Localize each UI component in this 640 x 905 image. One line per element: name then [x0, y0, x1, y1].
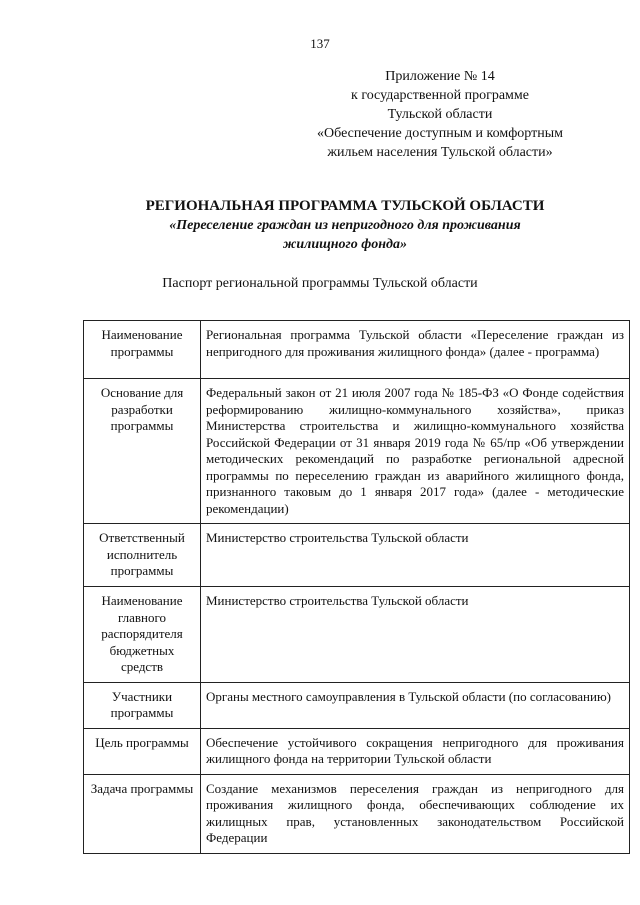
appendix-line: «Обеспечение доступным и комфортным [317, 126, 563, 141]
passport-table [83, 320, 630, 854]
title-sub-line: жилищного фонда» [283, 237, 407, 252]
row-label: Основание для разработки программы [84, 379, 201, 524]
table-row [84, 379, 630, 524]
table-row [84, 524, 630, 587]
row-label: Наименование главного распорядителя бюджетных средств [84, 587, 201, 683]
row-value: Федеральный закон от 21 июля 2007 года № 185-ФЗ «О Фонде содействия реформированию жилищно-коммунального хозяйства», приказ Министерства строительства и жилищно-коммунального хозяйства Российской Федерации от 31 января 2019 года № 65/пр «Об утверждении методических рекомендаций по разработке региональной адресной программы по переселению граждан из аварийного жилищного фонда, признанного таковым до 1 января 2017 года» (далее - методические рекомендации) [201, 379, 630, 524]
row-label: Участники программы [84, 682, 201, 728]
table-row [84, 321, 630, 379]
document-title [100, 197, 590, 254]
appendix-line: жильем населения Тульской области» [327, 145, 553, 160]
table-row [84, 728, 630, 774]
appendix-line: Приложение № 14 [385, 69, 495, 84]
row-value: Органы местного самоуправления в Тульской области (по согласованию) [201, 682, 630, 728]
row-label: Задача программы [84, 774, 201, 853]
page-number: 137 [310, 36, 330, 51]
table-row [84, 587, 630, 683]
row-value: Региональная программа Тульской области «Переселение граждан из непригодного для проживания жилищного фонда» (далее - программа) [201, 321, 630, 379]
appendix-line: Тульской области [387, 107, 493, 122]
title-main: РЕГИОНАЛЬНАЯ ПРОГРАММА ТУЛЬСКОЙ ОБЛАСТИ [145, 198, 545, 214]
appendix-note [290, 67, 590, 162]
row-label: Ответственный исполнитель программы [84, 524, 201, 587]
row-label: Цель программы [84, 728, 201, 774]
table-row [84, 682, 630, 728]
appendix-line: к государственной программе [351, 88, 529, 103]
row-value: Министерство строительства Тульской области [201, 587, 630, 683]
table-row [84, 774, 630, 853]
row-value: Создание механизмов переселения граждан из непригодного для проживания жилищного фонда, обеспечивающих соблюдение их жилищных прав, установленных законодательством Российской Федерации [201, 774, 630, 853]
passport-heading: Паспорт региональной программы Тульской области [162, 276, 478, 291]
row-label: Наименование программы [84, 321, 201, 379]
row-value: Министерство строительства Тульской области [201, 524, 630, 587]
title-sub-line: «Переселение граждан из непригодного для проживания [169, 218, 521, 233]
row-value: Обеспечение устойчивого сокращения непригодного для проживания жилищного фонда на территории Тульской области [201, 728, 630, 774]
